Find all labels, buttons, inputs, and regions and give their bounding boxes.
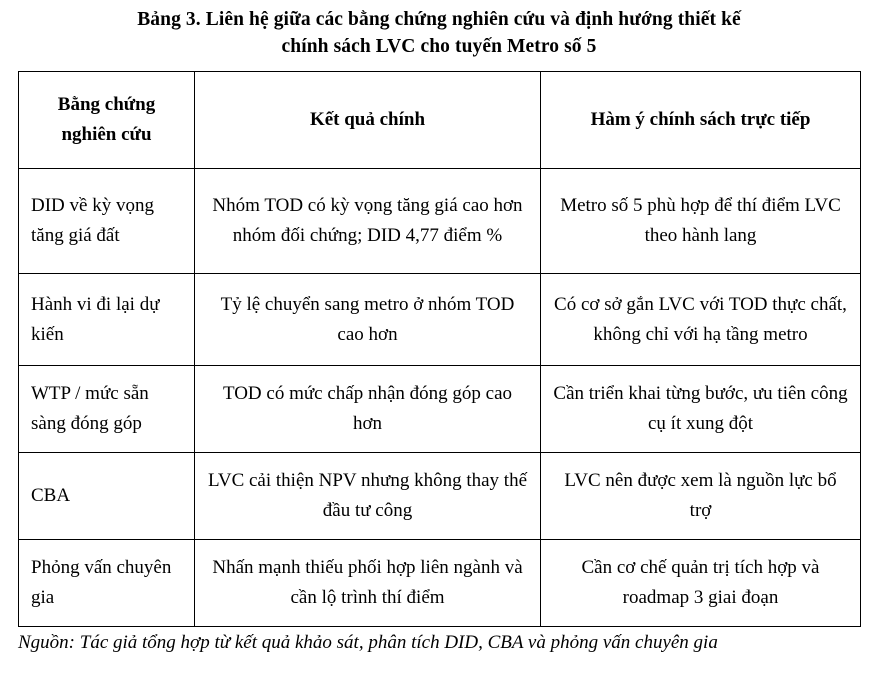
table-row [19, 366, 861, 453]
cell-policy-text: LVC nên được xem là nguồn lực bổ trợ [564, 470, 837, 521]
cell-evidence-text: Phỏng vấn chuyên gia [31, 557, 172, 608]
cell-result-text: Tỷ lệ chuyển sang metro ở nhóm TOD cao hơn [220, 293, 515, 345]
cell-policy [541, 274, 861, 366]
cell-policy [541, 540, 861, 627]
column-header-evidence-label: Bằng chứng nghiên cứu [57, 94, 156, 145]
source-note [18, 628, 860, 657]
table-caption [18, 6, 860, 60]
cell-result [195, 274, 541, 366]
cell-policy-text: Cần cơ chế quản trị tích hợp và roadmap 3 giai đoạn [581, 557, 820, 608]
table-row [19, 540, 861, 627]
cell-evidence-text: DID về kỳ vọng tăng giá đất [31, 195, 154, 246]
cell-policy-text: Cần triển khai từng bước, ưu tiên công cụ ít xung đột [553, 383, 848, 434]
cell-result [195, 169, 541, 274]
cell-evidence [19, 366, 195, 453]
cell-result [195, 453, 541, 540]
cell-result [195, 366, 541, 453]
cell-policy-text: Có cơ sở gắn LVC với TOD thực chất, không chỉ với hạ tầng metro [554, 293, 847, 345]
table-row [19, 274, 861, 366]
table-row [19, 453, 861, 540]
cell-result-text: Nhấn mạnh thiếu phối hợp liên ngành và cần lộ trình thí điểm [212, 557, 523, 608]
table-row [19, 169, 861, 274]
table-body [19, 169, 861, 627]
cell-evidence [19, 453, 195, 540]
cell-evidence-text: WTP / mức sẵn sàng đóng góp [31, 383, 149, 434]
cell-evidence [19, 169, 195, 274]
column-header-policy [541, 72, 861, 169]
column-header-policy-label: Hàm ý chính sách trực tiếp [590, 109, 811, 130]
column-header-result [195, 72, 541, 169]
evidence-policy-table [18, 71, 861, 627]
cell-policy [541, 453, 861, 540]
cell-policy [541, 169, 861, 274]
column-header-result-label: Kết quả chính [309, 109, 426, 130]
cell-policy-text: Metro số 5 phù hợp để thí điểm LVC theo hành lang [560, 195, 841, 246]
table-header [19, 72, 861, 169]
cell-evidence [19, 540, 195, 627]
cell-policy [541, 366, 861, 453]
table-caption-line-2: chính sách LVC cho tuyến Metro số 5 [281, 36, 597, 57]
cell-evidence-text: Hành vi đi lại dự kiến [31, 293, 160, 345]
source-note-text: Nguồn: Tác giả tổng hợp từ kết quả khảo sát, phân tích DID, CBA và phỏng vấn chuyên gia [18, 632, 718, 653]
cell-result [195, 540, 541, 627]
table-caption-line-1: Bảng 3. Liên hệ giữa các bằng chứng nghiên cứu và định hướng thiết kế [137, 9, 741, 30]
cell-evidence-text: CBA [31, 485, 71, 506]
cell-result-text: Nhóm TOD có kỳ vọng tăng giá cao hơn nhóm đối chứng; DID 4,77 điểm % [212, 195, 523, 246]
cell-result-text: LVC cải thiện NPV nhưng không thay thế đầu tư công [207, 470, 528, 521]
table-header-row [19, 72, 861, 169]
cell-result-text: TOD có mức chấp nhận đóng góp cao hơn [222, 383, 513, 434]
cell-evidence [19, 274, 195, 366]
column-header-evidence [19, 72, 195, 169]
